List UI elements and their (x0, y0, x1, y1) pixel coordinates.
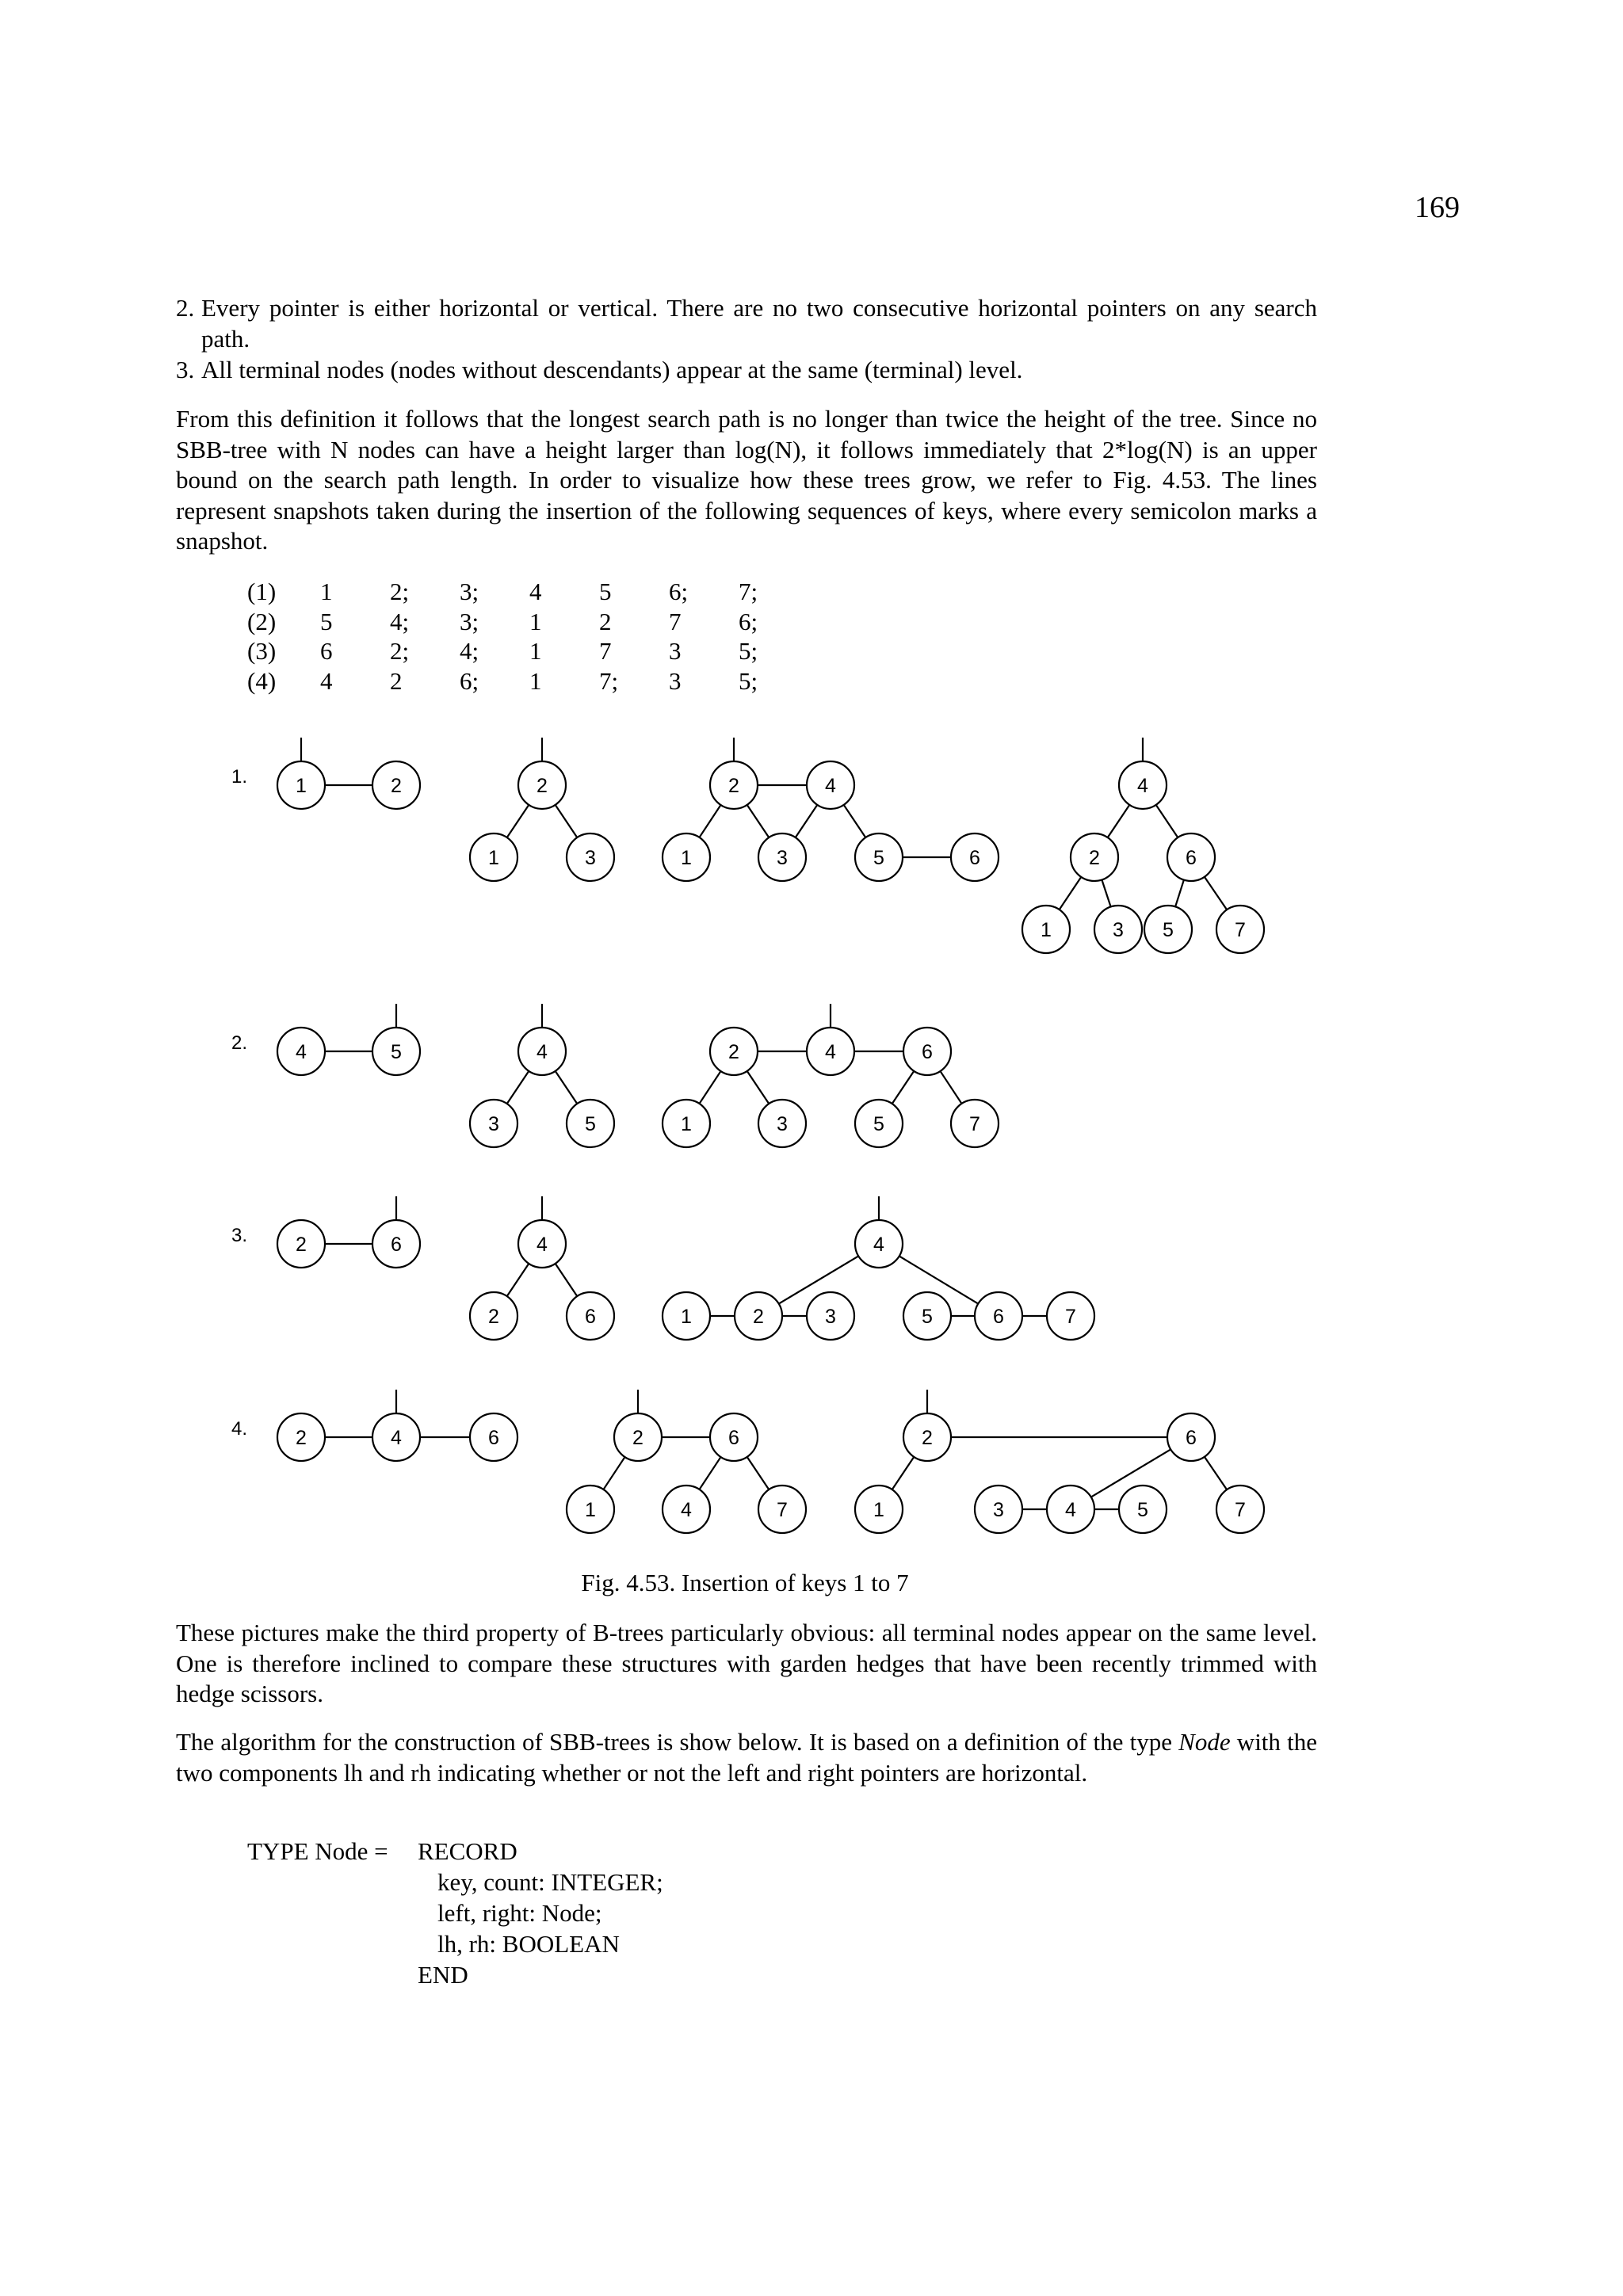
tree-edge (1108, 805, 1130, 837)
tree-node-key: 7 (1235, 919, 1246, 941)
list-item-3 (176, 355, 1317, 386)
tree-node (372, 1028, 420, 1075)
code-field-key: key, count: INTEGER; (437, 1868, 663, 1896)
tree-node (567, 1486, 614, 1533)
tree-edge (892, 1071, 915, 1104)
tree-node (1071, 833, 1118, 881)
tree-node (614, 1413, 662, 1461)
paragraph-text: The algorithm for the construction of SBB-trees is show below. It is based on a definition of the type (176, 1728, 1179, 1756)
paragraph-hedges: These pictures make the third property of B-trees particularly obvious: all terminal nodes appear on the same level. One is therefore inclined to compare these structures with garden hedges that have been recently trimmed with hedge scissors. (176, 1619, 1317, 1707)
tree-edge (507, 1071, 529, 1104)
figure-row-label: 1. (231, 766, 248, 788)
tree-node-key: 5 (873, 847, 884, 869)
tree-node-key: 5 (585, 1113, 596, 1135)
tree-edge (844, 805, 866, 837)
tree-node-key: 3 (488, 1113, 499, 1135)
figure-row-label: 2. (231, 1032, 248, 1054)
tree-node-key: 2 (753, 1306, 764, 1328)
tree-edge (796, 805, 818, 837)
sequence-key: 2; (390, 578, 410, 605)
sbb-tree-figure (0, 713, 1623, 1553)
sequence-label: (3) (247, 637, 277, 665)
tree-node (663, 1292, 710, 1340)
tree-node-key: 1 (296, 775, 307, 797)
tree-node-key: 5 (1163, 919, 1174, 941)
sequence-key: 5; (739, 666, 758, 695)
tree-node (1216, 1486, 1264, 1533)
tree-node (470, 1292, 517, 1340)
tree-node-key: 4 (1065, 1499, 1076, 1521)
tree-node (710, 761, 758, 809)
tree-edge (507, 1264, 529, 1296)
tree-node-key: 7 (969, 1113, 980, 1135)
type-name: Node (1178, 1728, 1231, 1756)
sequence-key: 4; (390, 607, 410, 635)
tree-node (710, 1028, 758, 1075)
tree-node (903, 1413, 951, 1461)
tree-edge (1156, 805, 1178, 837)
sequence-key: 7 (669, 607, 682, 635)
tree-node-key: 1 (585, 1499, 596, 1521)
tree-node-key: 6 (728, 1427, 739, 1449)
tree-node-key: 1 (681, 1113, 692, 1135)
sequence-row (247, 636, 802, 666)
code-field-links: left, right: Node; (437, 1899, 602, 1927)
tree-edge (747, 1457, 769, 1489)
paragraph-algorithm (176, 1727, 1317, 1788)
tree-node-key: 3 (825, 1306, 836, 1328)
tree-node (567, 833, 614, 881)
list-item-2 (176, 293, 1317, 354)
tree-node (855, 833, 903, 881)
tree-node (1119, 1486, 1167, 1533)
tree-node (951, 1100, 999, 1147)
tree-node-key: 6 (993, 1306, 1004, 1328)
page-number: 169 (1415, 191, 1460, 224)
tree-node (277, 1028, 325, 1075)
tree-node-key: 4 (825, 1041, 836, 1063)
tree-edge (1175, 880, 1184, 907)
tree-node-key: 5 (1137, 1499, 1148, 1521)
tree-node (975, 1486, 1022, 1533)
tree-node-key: 3 (585, 847, 596, 869)
tree-node-key: 7 (1065, 1306, 1076, 1328)
tree-node-key: 4 (391, 1427, 402, 1449)
tree-node (1119, 761, 1167, 809)
tree-node-key: 1 (681, 1306, 692, 1328)
tree-node (663, 833, 710, 881)
tree-node (372, 1220, 420, 1268)
code-field-flags: lh, rh: BOOLEAN (437, 1930, 620, 1958)
tree-node-key: 4 (537, 1234, 548, 1256)
tree-node-key: 3 (777, 1113, 788, 1135)
list-item-text: Every pointer is either horizontal or vertical. There are no two consecutive horizontal pointers on any search path. (201, 294, 1317, 353)
tree-node (1167, 1413, 1215, 1461)
tree-node (735, 1292, 782, 1340)
tree-node-key: 6 (1186, 1427, 1197, 1449)
tree-edge (747, 1071, 769, 1104)
sequence-key: 2 (599, 607, 612, 635)
tree-node (758, 833, 806, 881)
tree-edge (556, 805, 578, 837)
tree-node (758, 1100, 806, 1147)
tree-node-key: 1 (488, 847, 499, 869)
sequence-key: 5 (599, 578, 612, 605)
sequence-key: 1 (529, 637, 542, 665)
tree-node-key: 4 (825, 775, 836, 797)
tree-node (518, 761, 566, 809)
sequence-label: (4) (247, 666, 277, 695)
tree-node-key: 6 (922, 1041, 933, 1063)
tree-node (855, 1100, 903, 1147)
tree-node (1167, 833, 1215, 881)
tree-node (277, 761, 325, 809)
paragraph-text: with the two components lh and rh indicating whether or not the left and right pointers are horizontal. (176, 1728, 1317, 1787)
sequence-key: 4 (529, 578, 542, 605)
code-end: END (418, 1961, 468, 1989)
tree-node (807, 1028, 854, 1075)
tree-node-key: 6 (585, 1306, 596, 1328)
sequence-key: 7 (599, 637, 612, 665)
sequence-key: 6; (739, 607, 758, 635)
tree-node (951, 833, 999, 881)
tree-node-key: 2 (537, 775, 548, 797)
tree-edge (556, 1264, 578, 1296)
sequence-key: 5 (320, 607, 333, 635)
tree-node (1094, 906, 1142, 953)
sequence-key: 3; (460, 607, 479, 635)
list-item-number: 2. (176, 294, 195, 322)
tree-node (470, 833, 517, 881)
tree-node (470, 1413, 517, 1461)
tree-node (663, 1486, 710, 1533)
tree-node (855, 1486, 903, 1533)
tree-node-key: 1 (873, 1499, 884, 1521)
sequence-key: 7; (599, 666, 619, 695)
sequence-key: 6; (460, 666, 479, 695)
tree-node (518, 1028, 566, 1075)
tree-node-key: 5 (873, 1113, 884, 1135)
tree-node (1022, 906, 1070, 953)
tree-edge (941, 1071, 962, 1104)
tree-node-key: 4 (537, 1041, 548, 1063)
tree-node (663, 1100, 710, 1147)
sequence-key: 1 (320, 578, 333, 605)
tree-node (1216, 906, 1264, 953)
figure-row-label: 4. (231, 1418, 248, 1440)
tree-node (1144, 906, 1192, 953)
tree-node (807, 1292, 854, 1340)
tree-node-key: 2 (728, 1041, 739, 1063)
sequence-key: 1 (529, 607, 542, 635)
tree-node-key: 1 (681, 847, 692, 869)
sequence-label: (1) (247, 578, 277, 605)
tree-edge (507, 805, 529, 837)
tree-node-key: 6 (391, 1234, 402, 1256)
tree-node-key: 2 (728, 775, 739, 797)
tree-node-key: 3 (993, 1499, 1004, 1521)
sequence-row (247, 607, 802, 637)
code-type-header: TYPE Node = (247, 1837, 388, 1865)
tree-node (758, 1486, 806, 1533)
tree-node-key: 2 (296, 1427, 307, 1449)
sequence-key: 6; (669, 578, 689, 605)
tree-node (710, 1413, 758, 1461)
tree-node-key: 7 (1235, 1499, 1246, 1521)
figure-caption: Fig. 4.53. Insertion of keys 1 to 7 (581, 1569, 909, 1596)
tree-node (372, 761, 420, 809)
tree-node-key: 2 (488, 1306, 499, 1328)
tree-edge (747, 805, 769, 837)
sequence-key: 7; (739, 578, 758, 605)
tree-node (277, 1220, 325, 1268)
tree-node-key: 5 (922, 1306, 933, 1328)
tree-node (470, 1100, 517, 1147)
tree-node-key: 7 (777, 1499, 788, 1521)
tree-node (855, 1220, 903, 1268)
tree-node-key: 3 (1113, 919, 1124, 941)
tree-node-key: 2 (391, 775, 402, 797)
tree-node-key: 2 (922, 1427, 933, 1449)
list-item-text: All terminal nodes (nodes without descendants) appear at the same (terminal) level. (201, 356, 1023, 383)
tree-edge (1102, 879, 1110, 906)
tree-edge (700, 1457, 721, 1489)
sequence-key: 4; (460, 637, 479, 665)
tree-node (903, 1028, 951, 1075)
tree-edge (604, 1457, 625, 1489)
tree-node-key: 2 (296, 1234, 307, 1256)
sequence-key: 2 (390, 666, 403, 695)
tree-node-key: 5 (391, 1041, 402, 1063)
sequence-key: 3 (669, 666, 682, 695)
figure-row-label: 3. (231, 1225, 248, 1246)
sequence-key: 3 (669, 637, 682, 665)
tree-edge (700, 1071, 721, 1104)
sequence-key: 4 (320, 666, 333, 695)
tree-node-key: 3 (777, 847, 788, 869)
tree-node-key: 2 (1089, 847, 1100, 869)
tree-node (567, 1292, 614, 1340)
list-item-number: 3. (176, 356, 195, 383)
tree-edge (892, 1457, 915, 1489)
tree-node-key: 4 (681, 1499, 692, 1521)
tree-node-key: 1 (1041, 919, 1052, 941)
tree-node-key: 4 (1137, 775, 1148, 797)
tree-node (518, 1220, 566, 1268)
tree-node-key: 6 (488, 1427, 499, 1449)
tree-node (807, 761, 854, 809)
sequence-key: 5; (739, 637, 758, 665)
tree-node (903, 1292, 951, 1340)
paragraph-definition: From this definition it follows that the longest search path is no longer than twice the height of the tree. Since no SBB-tree with N nodes can have a height larger than log(N), it follows immediately that 2*log(N) is an upper bound on the search path length. In order to visualize how these trees grow, we refer to Fig. 4.53. The lines represent snapshots taken during the insertion of the following sequences of keys, where every semicolon marks a snapshot. (176, 405, 1317, 555)
tree-node (975, 1292, 1022, 1340)
sequence-key: 2; (390, 637, 410, 665)
tree-edge (1205, 1457, 1227, 1489)
sequence-key: 6 (320, 637, 333, 665)
tree-node-key: 2 (632, 1427, 643, 1449)
sequence-row (247, 666, 802, 696)
sequence-label: (2) (247, 607, 277, 635)
tree-edge (700, 805, 721, 837)
tree-node (277, 1413, 325, 1461)
sequence-key: 1 (529, 666, 542, 695)
tree-edge (1060, 877, 1082, 910)
tree-node (372, 1413, 420, 1461)
tree-node-key: 4 (873, 1234, 884, 1256)
code-record: RECORD (418, 1837, 517, 1865)
tree-node-key: 6 (969, 847, 980, 869)
tree-edge (1205, 877, 1227, 910)
sequence-key: 3; (460, 578, 479, 605)
sequence-row (247, 577, 802, 607)
key-sequence-table (247, 577, 802, 696)
tree-node (567, 1100, 614, 1147)
tree-node-key: 6 (1186, 847, 1197, 869)
tree-node (1047, 1292, 1094, 1340)
tree-edge (556, 1071, 578, 1104)
tree-node (1047, 1486, 1094, 1533)
tree-node-key: 4 (296, 1041, 307, 1063)
